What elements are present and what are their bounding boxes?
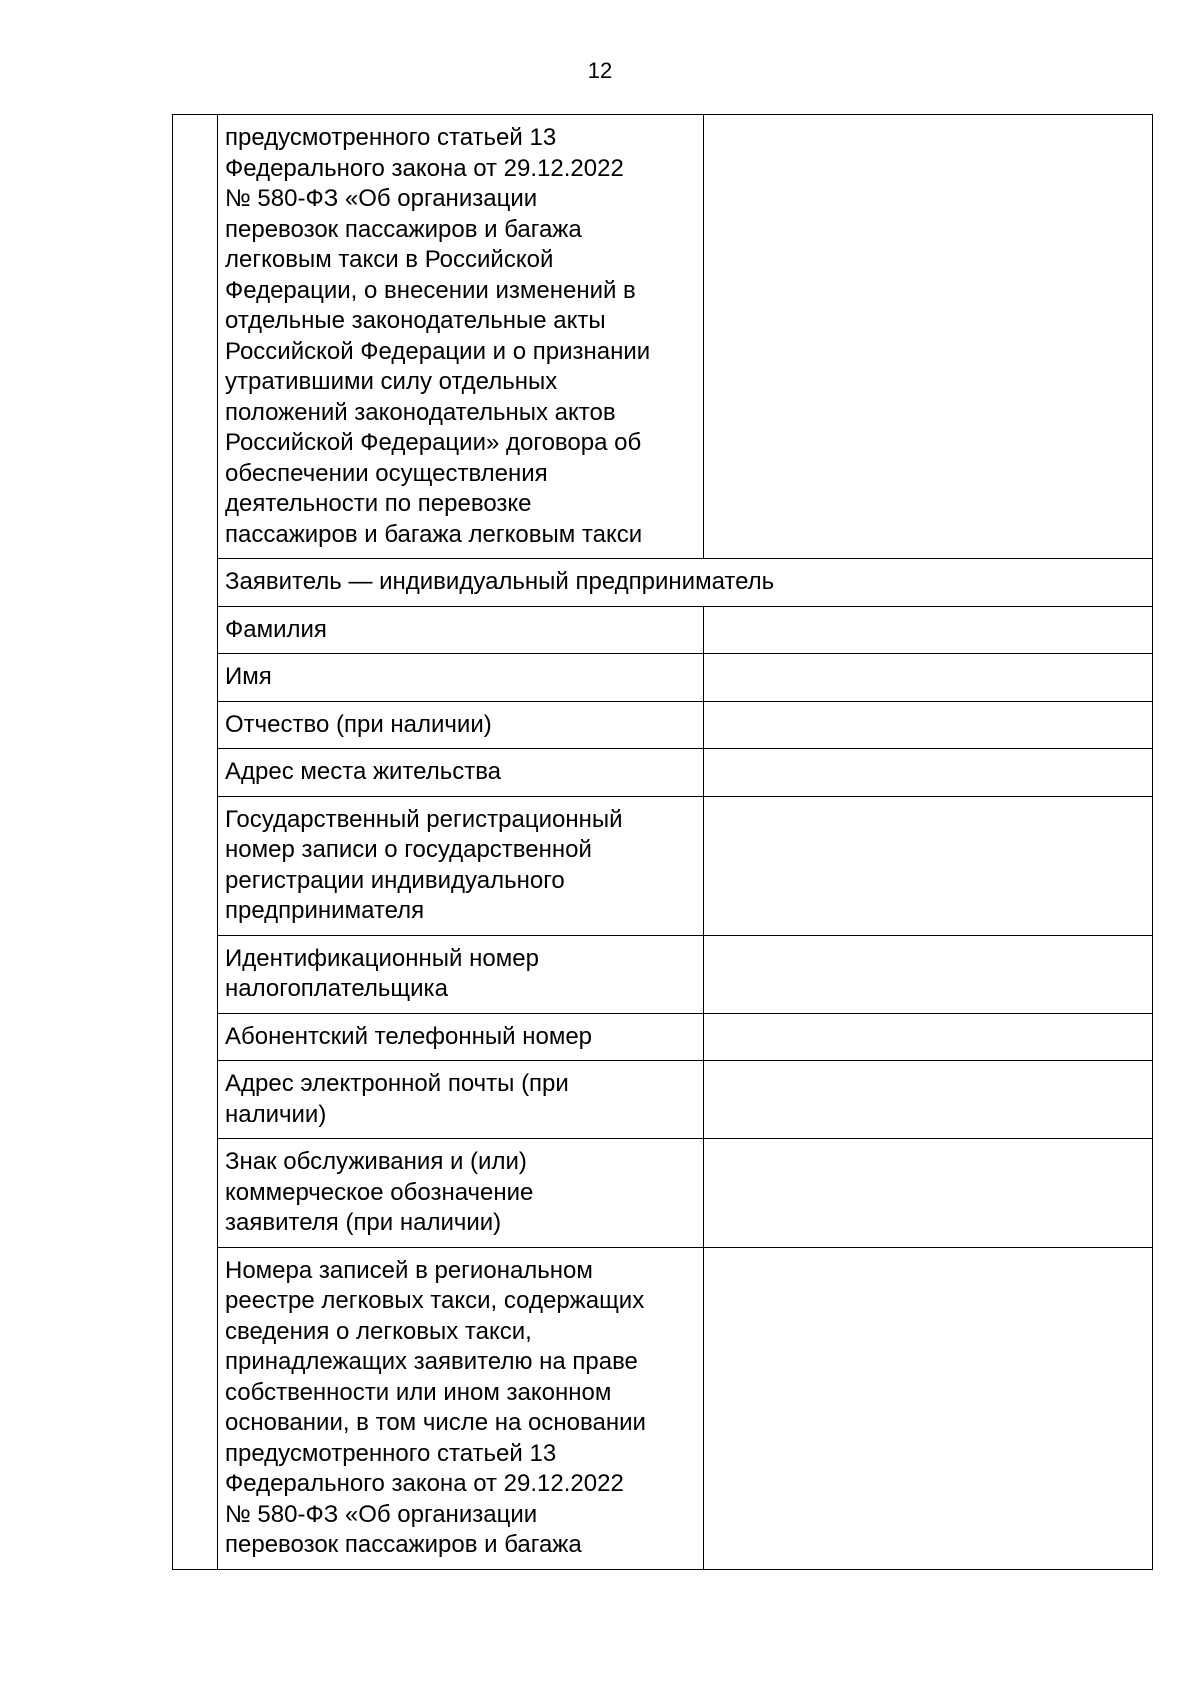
table-row: [173, 1013, 1153, 1061]
field-label-cell: [218, 701, 704, 749]
field-label-email: Адрес электронной почты (при наличии): [225, 1070, 569, 1128]
field-value-phone[interactable]: [704, 1013, 1153, 1061]
table-row-continued-text: [173, 115, 1153, 559]
field-label-taxi-registry-numbers: Номера записей в региональном реестре легковых такси, содержащих сведения о легковых такси, принадлежащих заявителю на праве собственности или ином законном основании, в том числе на основании предусмотренного статьей 13 Федерального закона от 29.12.2022 № 580-ФЗ «Об организации перевозок пассажиров и багажа: [225, 1256, 646, 1558]
field-value-ogrnip[interactable]: [704, 796, 1153, 935]
table-row: [173, 1061, 1153, 1139]
table-row: [173, 654, 1153, 702]
field-label-cell: [218, 749, 704, 797]
field-label-phone: Абонентский телефонный номер: [225, 1022, 593, 1050]
field-value-first-name[interactable]: [704, 654, 1153, 702]
continued-label-text: предусмотренного статьей 13 Федерального закона от 29.12.2022 № 580-ФЗ «Об организации перевозок пассажиров и багажа легковым такси в Российской Федерации, о внесении изменений в отдельные законодательные акты Российской Федерации и о признании утратившими силу отдельных положений законодательных актов Российской Федерации» договора об обеспечении осуществления деятельности по перевозке пассажиров и багажа легковым такси: [225, 124, 651, 548]
field-label-patronymic: Отчество (при наличии): [225, 710, 492, 738]
field-label-cell: [218, 1013, 704, 1061]
table-row: [173, 1247, 1153, 1569]
field-label-cell: [218, 796, 704, 935]
table-row: [173, 606, 1153, 654]
field-label-ogrnip: Государственный регистрационный номер записи о государственной регистрации индивидуального предпринимателя: [225, 805, 623, 924]
field-label-cell: [218, 606, 704, 654]
field-label-cell: [218, 115, 704, 559]
field-value-email[interactable]: [704, 1061, 1153, 1139]
field-value-inn[interactable]: [704, 935, 1153, 1013]
field-label-first-name: Имя: [225, 663, 272, 690]
table-row: [173, 701, 1153, 749]
table-row: [173, 935, 1153, 1013]
application-form-table: [172, 114, 1153, 1570]
table-row: [173, 749, 1153, 797]
field-value-service-mark[interactable]: [704, 1139, 1153, 1248]
section-heading-cell: [218, 559, 1153, 607]
field-value-residence-address[interactable]: [704, 749, 1153, 797]
field-value-taxi-registry-numbers[interactable]: [704, 1247, 1153, 1569]
field-label-surname: Фамилия: [225, 615, 327, 643]
field-label-cell: [218, 1139, 704, 1248]
field-label-inn: Идентификационный номер налогоплательщика: [225, 944, 539, 1002]
field-label-cell: [218, 1061, 704, 1139]
field-label-residence-address: Адрес места жительства: [225, 758, 502, 785]
table-row-section-heading: [173, 559, 1153, 607]
field-value-patronymic[interactable]: [704, 701, 1153, 749]
table-row: [173, 1139, 1153, 1248]
page-number: 12: [587, 58, 613, 83]
table-row: [173, 796, 1153, 935]
field-value-surname[interactable]: [704, 606, 1153, 654]
field-label-service-mark: Знак обслуживания и (или) коммерческое обозначение заявителя (при наличии): [225, 1148, 534, 1236]
field-label-cell: [218, 654, 704, 702]
field-label-cell: [218, 935, 704, 1013]
number-column-cell: [173, 115, 218, 1570]
field-value-cell[interactable]: [704, 115, 1153, 559]
field-label-cell: [218, 1247, 704, 1569]
section-heading: Заявитель — индивидуальный предприниматель: [225, 568, 775, 595]
